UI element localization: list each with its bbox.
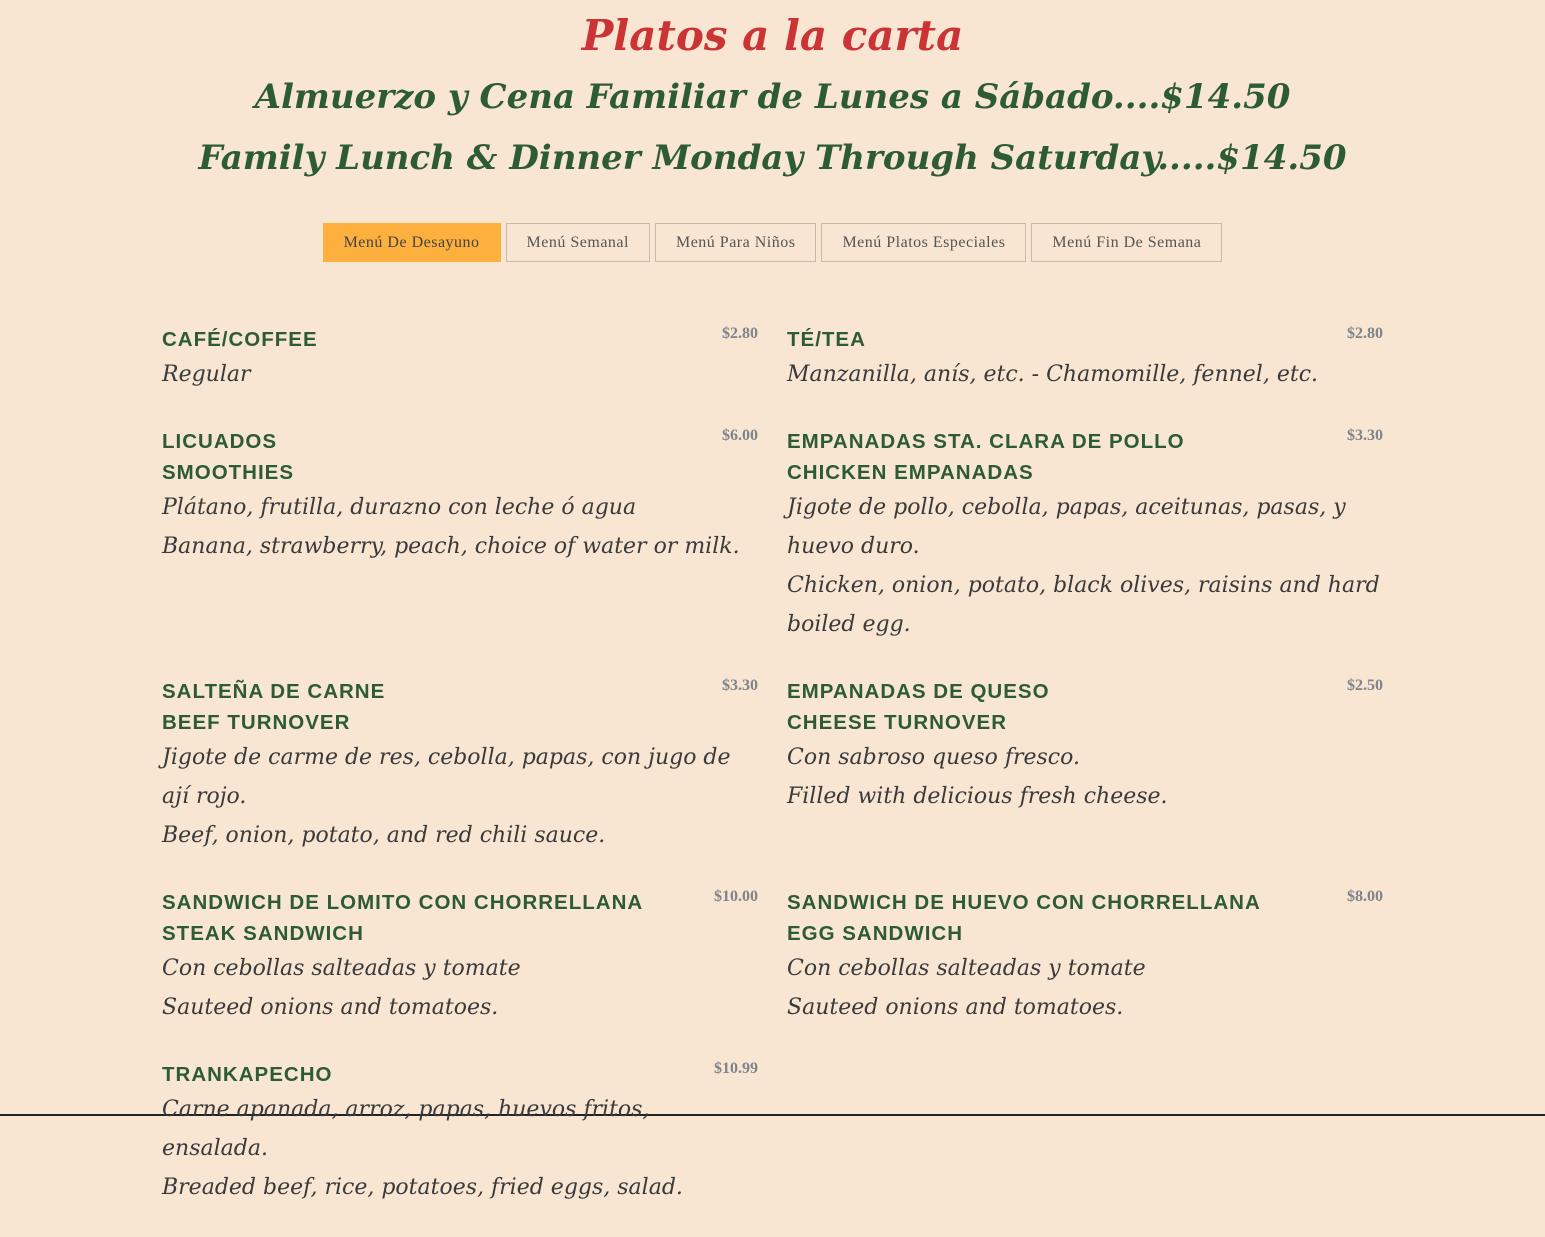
subtitle-english: Family Lunch & Dinner Monday Through Saturday.....$14.50 [198, 138, 1347, 178]
item-price: $2.80 [1347, 325, 1383, 342]
item-name: SALTEÑA DE CARNE [162, 680, 386, 703]
item-name-english: BEEF TURNOVER [162, 711, 351, 734]
item-price: $8.00 [1347, 888, 1383, 905]
menu-item [162, 674, 758, 855]
tab-semanal[interactable]: Menú Semanal [506, 223, 650, 262]
item-description: Con cebollas salteadas y tomate [787, 956, 1146, 981]
item-price: $10.99 [714, 1060, 758, 1077]
tab-fin-de-semana[interactable]: Menú Fin De Semana [1031, 223, 1222, 262]
item-name-english: CHICKEN EMPANADAS [787, 461, 1034, 484]
menu-item [162, 885, 758, 1027]
item-price: $2.80 [722, 325, 758, 342]
item-description-english: Breaded beef, rice, potatoes, fried eggs, salad. [162, 1175, 683, 1200]
item-name: EMPANADAS STA. CLARA DE POLLO [787, 430, 1185, 453]
item-price: $10.00 [714, 888, 758, 905]
item-name: CAFÉ/COFFEE [162, 328, 318, 351]
item-description-english: Sauteed onions and tomatoes. [787, 995, 1124, 1020]
item-description-english: Banana, strawberry, peach, choice of water or milk. [162, 534, 740, 559]
item-description: Plátano, frutilla, durazno con leche ó agua [162, 495, 637, 520]
menu-item [787, 674, 1383, 855]
item-description: Con sabroso queso fresco. [787, 745, 1080, 770]
item-price: $3.30 [1347, 427, 1383, 444]
menu-items-grid [162, 322, 1383, 1237]
item-description-english: Sauteed onions and tomatoes. [162, 995, 499, 1020]
item-name: SANDWICH DE HUEVO CON CHORRELLANA [787, 891, 1261, 914]
menu-item [787, 424, 1383, 644]
item-description-english: Filled with delicious fresh cheese. [787, 784, 1168, 809]
item-name: TÉ/TEA [787, 328, 866, 351]
item-description: Jigote de pollo, cebolla, papas, aceitunas, pasas, y huevo duro. [787, 495, 1346, 559]
item-name-english: EGG SANDWICH [787, 922, 963, 945]
menu-item [162, 322, 758, 394]
menu-tabs [0, 223, 1545, 262]
menu-item [787, 885, 1383, 1027]
item-name: SANDWICH DE LOMITO CON CHORRELLANA [162, 891, 644, 914]
tab-desayuno[interactable]: Menú De Desayuno [323, 223, 501, 262]
item-name-english: SMOOTHIES [162, 461, 295, 484]
item-price: $6.00 [722, 427, 758, 444]
item-description: Jigote de carme de res, cebolla, papas, con jugo de ají rojo. [162, 745, 731, 809]
item-name: LICUADOS [162, 430, 278, 453]
item-name: TRANKAPECHO [162, 1063, 333, 1086]
item-price: $2.50 [1347, 677, 1383, 694]
item-name: EMPANADAS DE QUESO [787, 680, 1050, 703]
item-description-english: Beef, onion, potato, and red chili sauce. [162, 823, 606, 848]
item-price: $3.30 [722, 677, 758, 694]
page-title: Platos a la carta [581, 11, 964, 60]
menu-item [787, 322, 1383, 394]
item-name-english: CHEESE TURNOVER [787, 711, 1008, 734]
item-description: Manzanilla, anís, etc. - Chamomille, fennel, etc. [787, 362, 1319, 387]
subtitle-spanish: Almuerzo y Cena Familiar de Lunes a Sábado....$14.50 [254, 77, 1291, 117]
tab-ninos[interactable]: Menú Para Niños [655, 223, 816, 262]
menu-item [162, 424, 758, 644]
item-description-english: Chicken, onion, potato, black olives, raisins and hard boiled egg. [787, 573, 1380, 637]
item-name-english: STEAK SANDWICH [162, 922, 364, 945]
menu-item [162, 1057, 758, 1207]
item-description: Con cebollas salteadas y tomate [162, 956, 521, 981]
tab-platos-especiales[interactable]: Menú Platos Especiales [821, 223, 1026, 262]
item-description: Carne apanada, arroz, papas, huevos fritos, ensalada. [162, 1097, 650, 1161]
item-description: Regular [162, 362, 251, 387]
